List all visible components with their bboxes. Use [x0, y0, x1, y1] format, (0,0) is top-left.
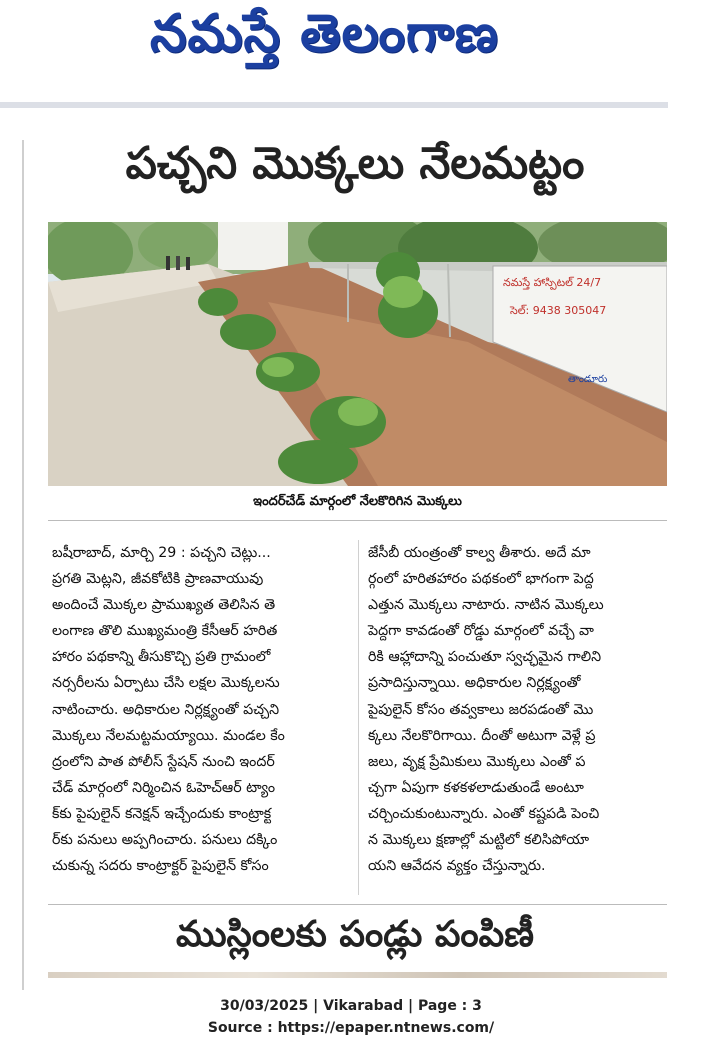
body-line: పెద్దగా కావడంతో రోడ్డు మార్గంలో వచ్చే వా — [368, 623, 594, 640]
masthead-divider — [0, 102, 668, 108]
body-line: ర్గంలో హరితహారం పథకంలో భాగంగా పెద్ద — [368, 571, 594, 588]
caption-divider — [48, 520, 667, 521]
body-line: హారం పథకాన్ని తీసుకొచ్చి ప్రతి గ్రామంలో — [52, 649, 271, 666]
body-line: చ్చగా ఏపుగా కళకళలాడుతుండే అంటూ — [368, 779, 584, 796]
article-photo — [48, 222, 667, 486]
body-line: ఎత్తున మొక్కలు నాటారు. నాటిన మొక్కలు — [368, 597, 604, 614]
body-line: రికి ఆహ్లాదాన్ని పంచుతూ స్వచ్ఛమైన గాలిని — [368, 649, 602, 666]
article-column-right — [368, 540, 668, 879]
body-line: నర్సరీలను ఏర్పాటు చేసి లక్షల మొక్కలను — [52, 675, 280, 692]
footer-source: Source : https://epaper.ntnews.com/ — [207, 1020, 495, 1036]
body-line: న మొక్కలు క్షణాల్లో మట్టిలో కలిసిపోయా — [368, 832, 590, 849]
body-line: జేసీబీ యంత్రంతో కాల్వ తీశారు. అదే మా — [368, 545, 591, 561]
footer-date-edition: 30/03/2025 | Vikarabad | Page : 3 — [220, 998, 482, 1014]
column-divider — [358, 540, 359, 895]
body-line: క్‌కు పైపులైన్‌ కనెక్షన్‌ ఇచ్చేందుకు కాంట్రాక్ట — [52, 805, 272, 822]
sign-text-2: సెల్: 9438 305047 — [510, 304, 607, 317]
sign-text-1: నమస్తే హాస్పిటల్ 24/7 — [503, 276, 602, 289]
body-line: అందించే మొక్కల ప్రాముఖ్యత తెలిసిన తె — [52, 597, 276, 614]
article-bottom-divider — [48, 904, 667, 905]
sign-text-3: తాండూరు — [568, 374, 608, 385]
next-article-headline: ముస్లింలకు పండ్లు పంపిణీ — [175, 914, 535, 955]
newspaper-title: నమస్తే తెలంగాణ — [150, 4, 499, 64]
body-line: బషీరాబాద్‌, మార్చి 29 : పచ్చని చెట్లు... — [52, 545, 271, 561]
body-line: ప్రసాదిస్తున్నాయి. అధికారుల నిర్లక్ష్యంతో — [368, 675, 581, 692]
body-line: ద్రంలోని పాత పోలీస్‌ స్టేషన్‌ నుంచి ఇందర్‌ — [52, 753, 275, 770]
article-headline: పచ్చని మొక్కలు నేలమట్టం — [125, 138, 585, 189]
body-line: జలు, వృక్ష ప్రేమికులు మొక్కలు ఎంతో ప — [368, 753, 586, 770]
body-line: చర్చించుకుంటున్నారు. ఎంతో కష్టపడి పెంచి — [368, 805, 600, 822]
masthead — [0, 0, 702, 100]
body-line: పైపులైన్‌ కోసం తవ్వకాలు జరపడంతో మొ — [368, 701, 594, 718]
body-line: ప్రగతి మెట్లని, జీవకోటికి ప్రాణవాయువు — [52, 571, 264, 588]
body-line: చేడ్‌ మార్గంలో నిర్మించిన ఓహెచ్‌ఆర్‌ ట్యాం — [52, 779, 276, 796]
photo-caption: ఇందర్‌చేడ్‌ మార్గంలో నేలకొరిగిన మొక్కలు — [253, 494, 462, 509]
next-article-photo-strip — [48, 972, 667, 978]
body-line: క్కలు నేలకొరిగాయి. దీంతో అటుగా వెళ్లే ప్ర — [368, 727, 596, 744]
body-line: నాటించారు. అధికారుల నిర్లక్ష్యంతో పచ్చని — [52, 701, 280, 718]
article-column-left — [52, 540, 352, 879]
body-line: యని ఆవేదన వ్యక్తం చేస్తున్నారు. — [368, 858, 546, 875]
body-line: చుకున్న సదరు కాంట్రాక్టర్‌ పైపులైన్‌ కోసం — [52, 858, 269, 875]
body-line: ర్‌కు పనులు అప్పగించారు. పనులు దక్కిం — [52, 832, 278, 849]
left-margin-rule — [22, 140, 24, 990]
body-line: లంగాణ తొలి ముఖ్యమంత్రి కేసీఆర్‌ హరిత — [52, 623, 278, 640]
body-line: మొక్కలు నేలమట్టమయ్యాయి. మండల కేం — [52, 727, 285, 744]
